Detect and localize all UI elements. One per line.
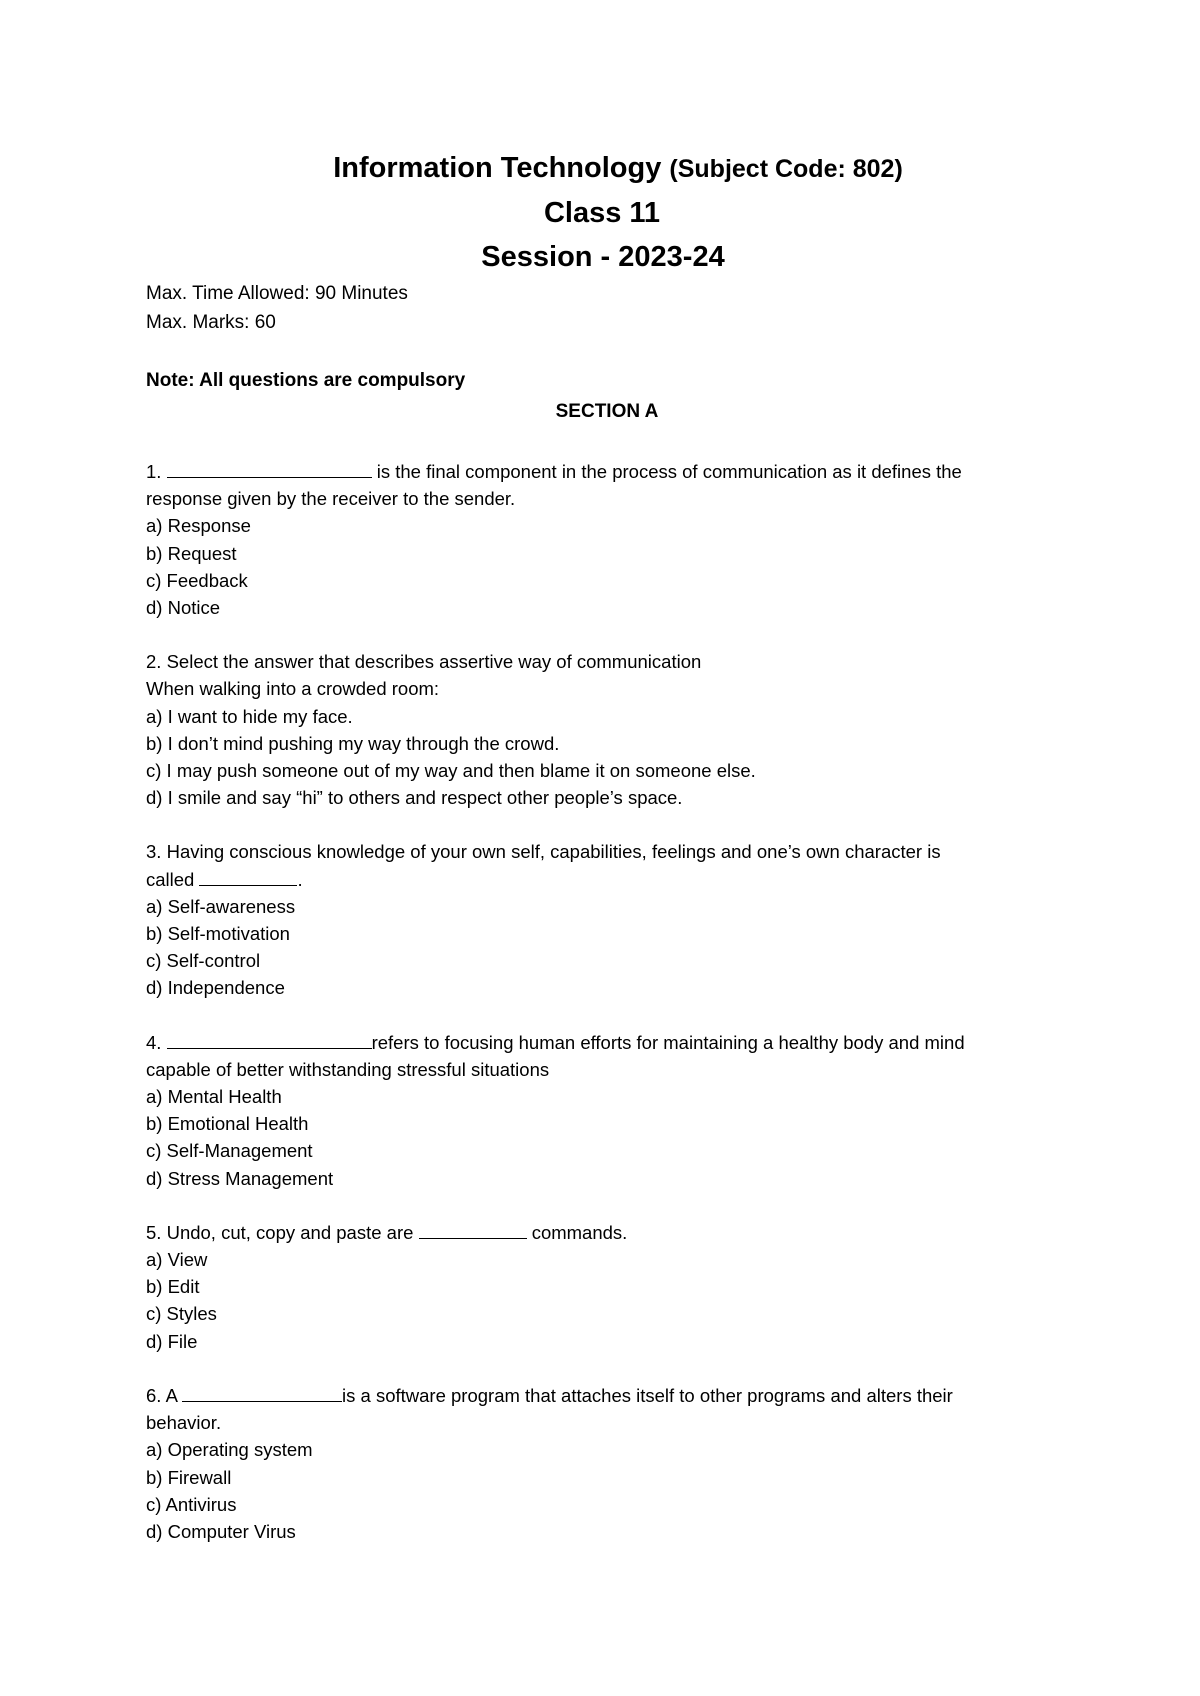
section-heading bbox=[0, 401, 1200, 423]
question-text-continuation bbox=[146, 866, 1066, 893]
question-text bbox=[146, 838, 1066, 865]
option-c: c) Styles bbox=[146, 1303, 217, 1325]
option-c: c) Antivirus bbox=[146, 1493, 237, 1515]
question-2 bbox=[146, 648, 1066, 811]
document-header bbox=[0, 146, 1200, 279]
option-c: c) Self-control bbox=[146, 950, 261, 972]
question-4 bbox=[146, 1029, 1066, 1192]
option-b: b) Firewall bbox=[146, 1466, 232, 1488]
question-text-continuation: When walking into a crowded room: bbox=[146, 678, 440, 700]
option-d: d) Independence bbox=[146, 977, 285, 999]
question-text-part: is a software program that attaches itself to other programs and alters their bbox=[342, 1384, 953, 1406]
option-b: b) Self-motivation bbox=[146, 923, 290, 945]
section-label: SECTION A bbox=[555, 401, 659, 422]
option-c: c) I may push someone out of my way and then blame it on someone else. bbox=[146, 760, 756, 782]
question-text-part: A bbox=[165, 1384, 177, 1406]
question-text-part: . bbox=[297, 868, 303, 890]
question-text-part: Undo, cut, copy and paste are bbox=[166, 1221, 414, 1243]
question-6 bbox=[146, 1382, 1066, 1545]
option-d: d) Stress Management bbox=[146, 1167, 334, 1189]
option-a: a) I want to hide my face. bbox=[146, 705, 353, 727]
question-text-continuation: capable of better withstanding stressful situations bbox=[146, 1058, 550, 1080]
session-label: Session - 2023-24 bbox=[481, 241, 725, 273]
question-number: 5. bbox=[146, 1221, 162, 1243]
option-d: d) Computer Virus bbox=[146, 1520, 296, 1542]
option-b: b) I don’t mind pushing my way through the crowd. bbox=[146, 732, 560, 754]
max-marks: Max. Marks: 60 bbox=[146, 312, 276, 333]
question-number: 1. bbox=[146, 461, 162, 482]
option-d: d) File bbox=[146, 1330, 198, 1352]
answer-blank bbox=[167, 1032, 372, 1049]
question-1 bbox=[146, 458, 1066, 621]
question-text bbox=[146, 1029, 1066, 1056]
question-text bbox=[146, 648, 1066, 675]
question-text-part: refers to focusing human efforts for maintaining a healthy body and mind bbox=[371, 1031, 965, 1053]
option-c: c) Self-Management bbox=[146, 1140, 313, 1162]
answer-blank bbox=[419, 1222, 527, 1239]
question-text-part: Select the answer that describes assertive way of communication bbox=[166, 651, 702, 673]
question-text bbox=[146, 458, 1066, 485]
question-text-continuation: behavior. bbox=[146, 1412, 222, 1434]
exam-meta bbox=[146, 279, 408, 337]
option-d: d) I smile and say “hi” to others and respect other people’s space. bbox=[146, 787, 683, 809]
question-list bbox=[146, 458, 1066, 1572]
subject-code: (Subject Code: 802) bbox=[669, 155, 903, 183]
option-a: a) Mental Health bbox=[146, 1086, 282, 1108]
option-a: a) View bbox=[146, 1249, 208, 1271]
answer-blank bbox=[167, 461, 372, 478]
answer-blank bbox=[182, 1385, 342, 1402]
question-3 bbox=[146, 838, 1066, 1001]
subject-name: Information Technology bbox=[333, 152, 662, 184]
question-text bbox=[146, 1219, 1066, 1246]
option-a: a) Self-awareness bbox=[146, 895, 296, 917]
question-5 bbox=[146, 1219, 1066, 1355]
question-text-continuation: response given by the receiver to the sender. bbox=[146, 488, 516, 510]
question-number: 3. bbox=[146, 841, 162, 863]
option-b: b) Edit bbox=[146, 1276, 200, 1298]
question-text-part: called bbox=[146, 868, 195, 890]
question-number: 2. bbox=[146, 651, 162, 673]
answer-blank bbox=[199, 869, 297, 886]
option-a: a) Response bbox=[146, 515, 251, 537]
question-text bbox=[146, 1382, 1066, 1409]
option-b: b) Request bbox=[146, 542, 237, 564]
note: Note: All questions are compulsory bbox=[146, 370, 466, 391]
class-label: Class 11 bbox=[543, 197, 661, 229]
option-a: a) Operating system bbox=[146, 1439, 313, 1461]
document-title bbox=[18, 146, 1200, 191]
option-c: c) Feedback bbox=[146, 569, 248, 591]
question-text-part: is the final component in the process of communication as it defines the bbox=[376, 461, 962, 482]
question-number: 4. bbox=[146, 1031, 162, 1053]
option-b: b) Emotional Health bbox=[146, 1113, 309, 1135]
question-text-part: commands. bbox=[531, 1221, 628, 1243]
option-d: d) Notice bbox=[146, 597, 221, 619]
question-number: 6. bbox=[146, 1384, 162, 1406]
time-allowed: Max. Time Allowed: 90 Minutes bbox=[146, 283, 408, 304]
question-text-part: Having conscious knowledge of your own self, capabilities, feelings and one’s own character is bbox=[166, 841, 941, 863]
